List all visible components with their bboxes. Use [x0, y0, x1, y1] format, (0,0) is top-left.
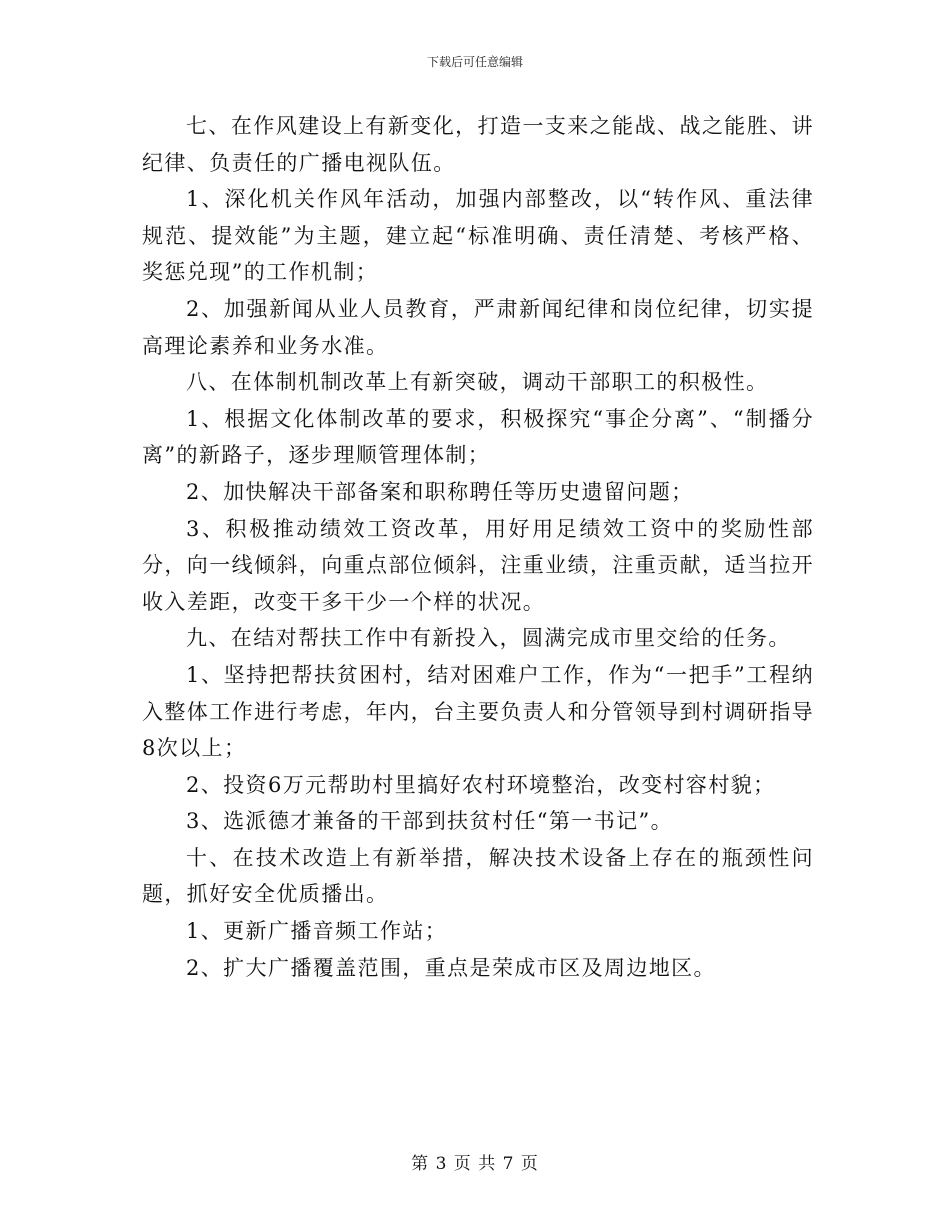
paragraph: 2、加强新闻从业人员教育，严肃新闻纪律和岗位纪律，切实提高理论素养和业务水准。 — [142, 296, 814, 358]
page-number-footer: 第 3 页 共 7 页 — [411, 1154, 539, 1174]
paragraph: 3、积极推动绩效工资改革，用好用足绩效工资中的奖励性部分，向一线倾斜，向重点部位倾斜，注重业绩，注重贡献，适当拉开收入差距，改变干多干少一个样的状况。 — [142, 516, 814, 614]
paragraph: 2、扩大广播覆盖范围，重点是荣成市区及周边地区。 — [186, 955, 716, 980]
paragraph: 1、根据文化体制改革的要求，积极探究“事企分离”、“制播分离”的新路子，逐步理顺管理体制； — [142, 406, 814, 468]
paragraph: 2、加快解决干部备案和职称聘任等历史遗留问题； — [186, 479, 694, 504]
paragraph: 七、在作风建设上有新变化，打造一支来之能战、战之能胜、讲纪律、负责任的广播电视队伍。 — [142, 114, 814, 175]
paragraph: 八、在体制机制改革上有新突破，调动干部职工的积极性。 — [186, 370, 769, 395]
paragraph: 1、更新广播音频工作站； — [186, 919, 448, 944]
paragraph: 十、在技术改造上有新举措，解决技术设备上存在的瓶颈性问题，抓好安全优质播出。 — [142, 845, 814, 907]
paragraph: 1、坚持把帮扶贫困村，结对困难户工作，作为“一把手”工程纳入整体工作进行考虑，年内，台主要负责人和分管领导到村调研指导8次以上； — [142, 662, 814, 761]
paragraph: 3、选派德才兼备的干部到扶贫村任“第一书记”。 — [186, 809, 674, 834]
paragraph: 2、投资6万元帮助村里搞好农村环境整治，改变村容村貌； — [186, 772, 776, 797]
paragraph: 九、在结对帮扶工作中有新投入，圆满完成市里交给的任务。 — [186, 626, 791, 651]
page-header: 下载后可任意编辑 — [426, 55, 523, 69]
paragraph: 1、深化机关作风年活动，加强内部整改，以“转作风、重法律规范、提效能”为主题，建立起“标准明确、责任清楚、考核严格、奖惩兑现”的工作机制； — [142, 187, 814, 285]
document-body — [142, 108, 814, 986]
